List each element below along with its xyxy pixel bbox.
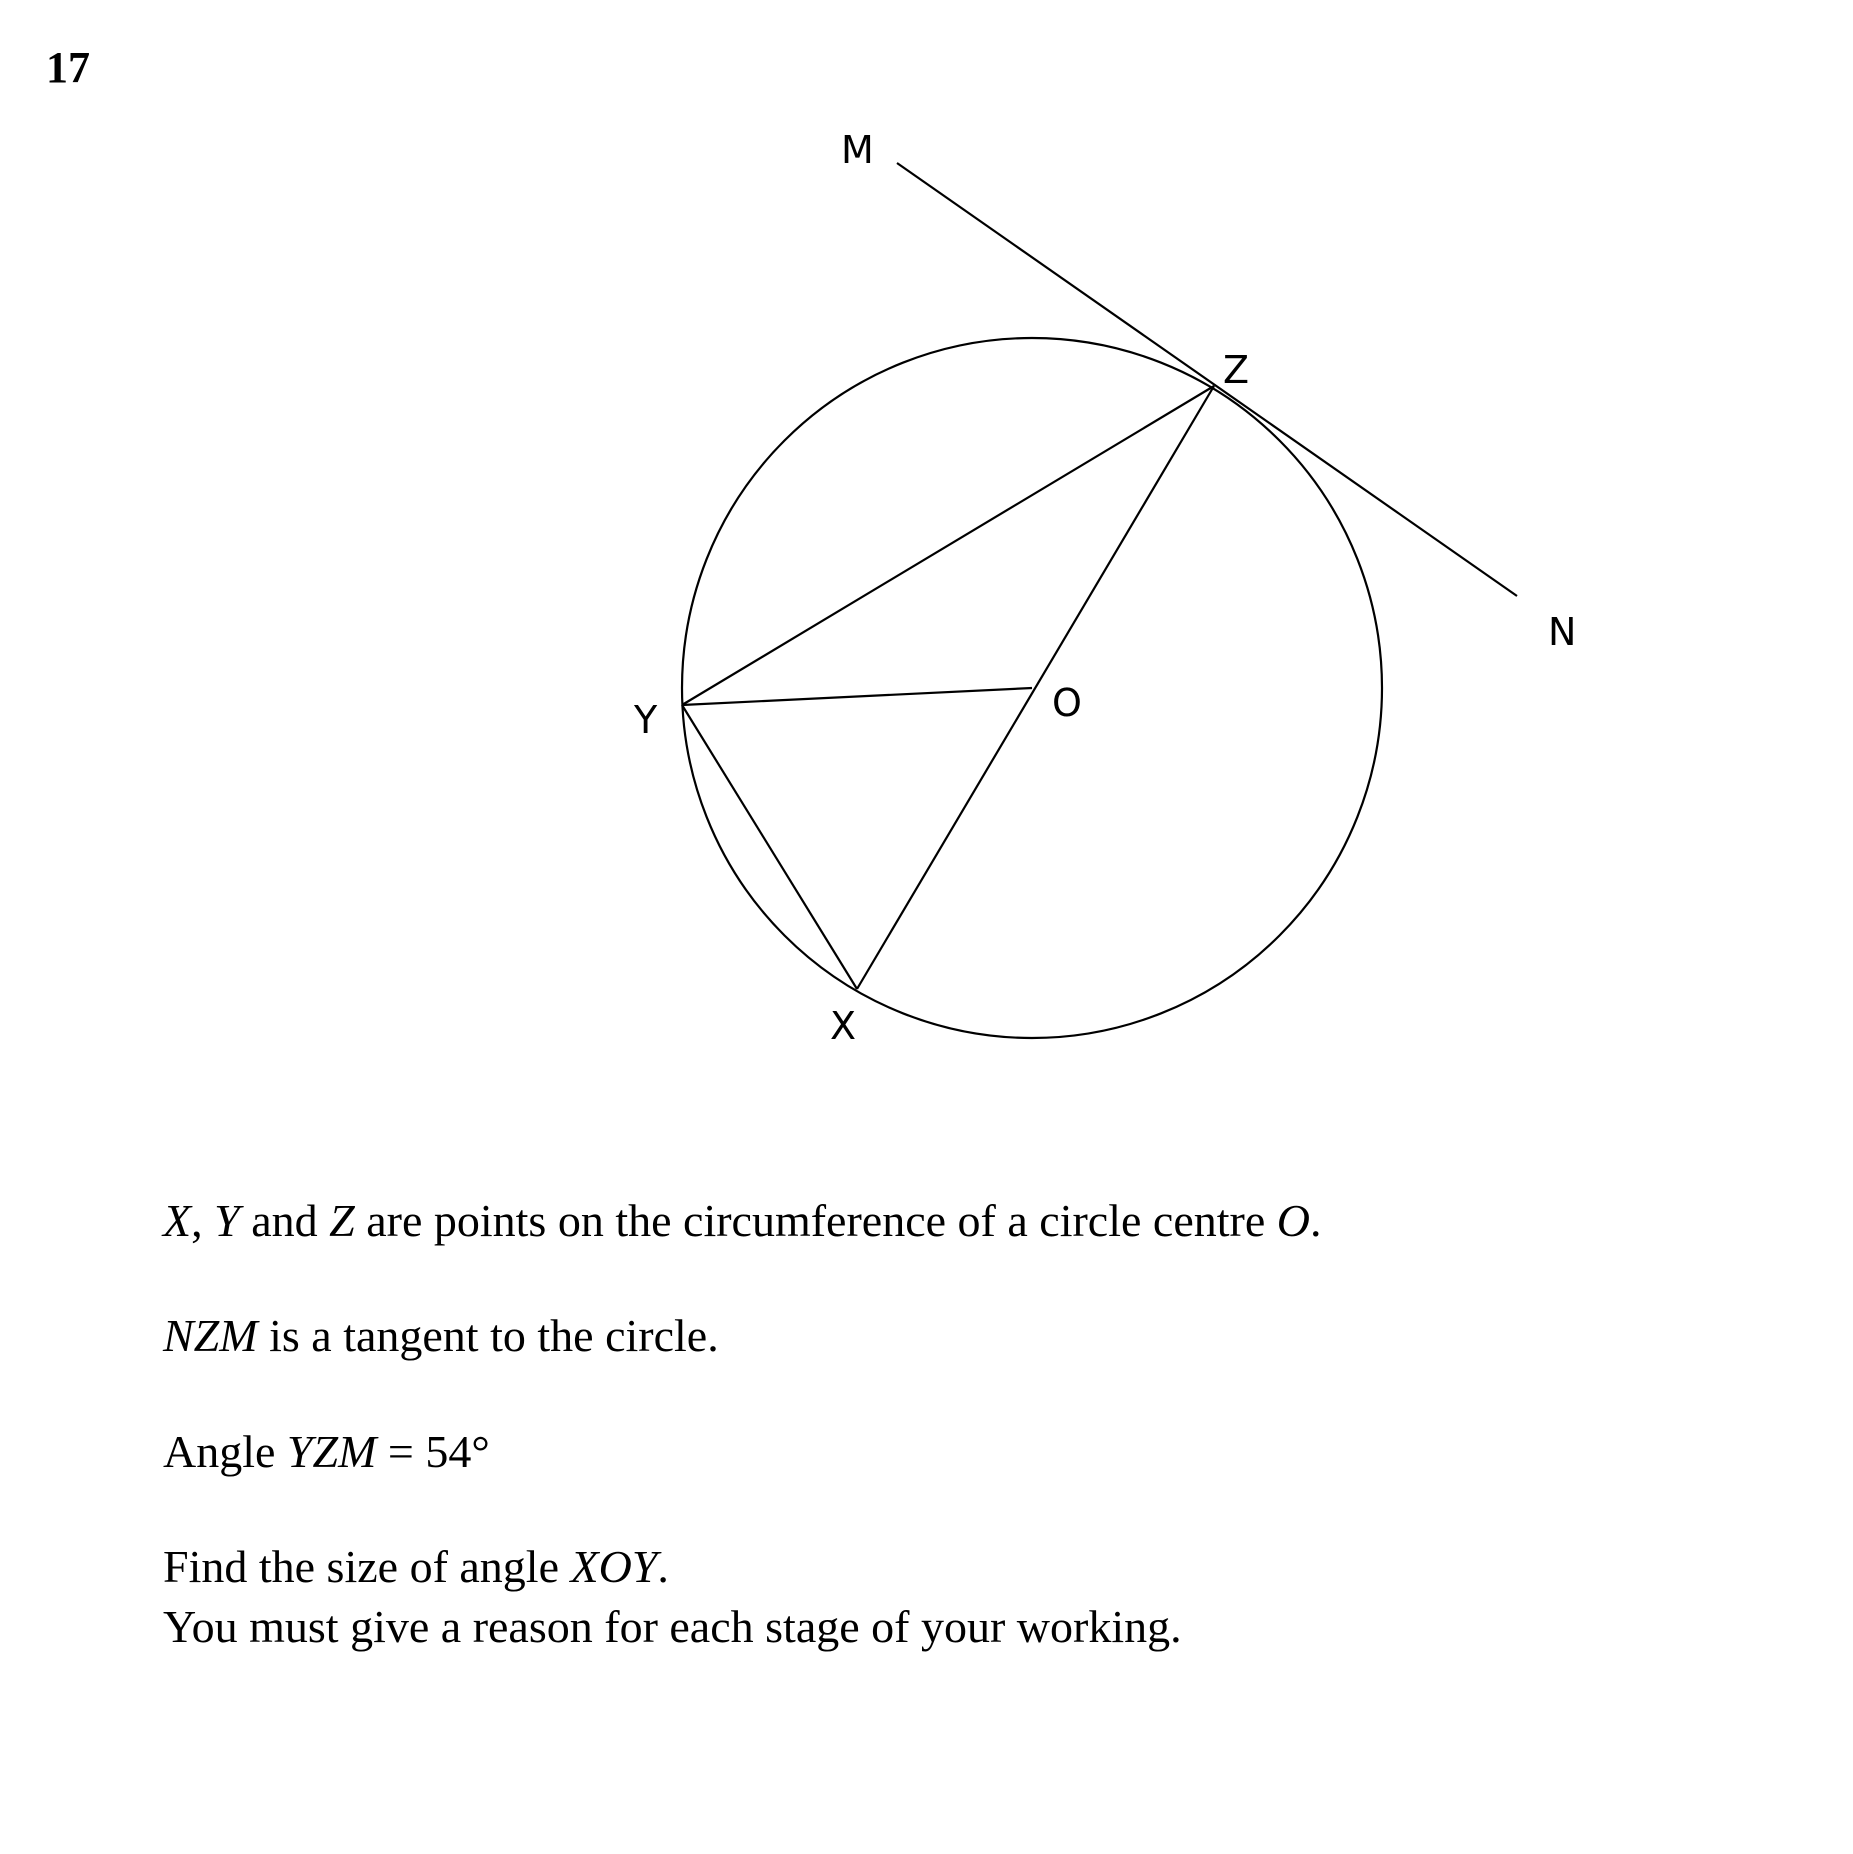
statement-points-on-circle <box>163 1195 1322 1246</box>
var-o: O <box>1276 1195 1310 1246</box>
var-y: Y <box>214 1195 240 1246</box>
text-fragment: Find the size of angle <box>163 1541 571 1592</box>
label-y: Y <box>634 698 658 742</box>
statement-tangent <box>163 1310 719 1361</box>
text-fragment: Angle <box>163 1426 287 1477</box>
radius-oy <box>682 688 1032 705</box>
var-xoy: XOY <box>570 1541 658 1592</box>
chord-yz <box>682 386 1214 705</box>
var-x: X <box>163 1195 192 1246</box>
question-instruction <box>163 1541 669 1592</box>
label-z: Z <box>1223 348 1250 392</box>
var-nzm: NZM <box>163 1310 258 1361</box>
label-o: O <box>1052 681 1082 725</box>
text-fragment: , <box>191 1195 215 1246</box>
var-z: Z <box>329 1195 355 1246</box>
label-x: X <box>830 1004 857 1048</box>
statement-angle-given <box>163 1426 490 1477</box>
var-yzm: YZM <box>286 1426 377 1477</box>
text-fragment: are points on the circumference of a circle centre <box>354 1195 1277 1246</box>
text-fragment: . <box>1310 1195 1322 1246</box>
text-fragment: = 54° <box>376 1426 490 1477</box>
question-number: 17 <box>46 43 90 92</box>
label-n: N <box>1548 610 1577 654</box>
label-m: M <box>841 128 874 172</box>
text-fragment: is a tangent to the circle. <box>257 1310 719 1361</box>
tangent-line-nzm <box>897 163 1517 596</box>
diameter-zx <box>857 386 1214 989</box>
text-fragment: and <box>239 1195 330 1246</box>
text-fragment: . <box>657 1541 669 1592</box>
reasoning-instruction: You must give a reason for each stage of your working. <box>163 1601 1182 1652</box>
chord-yx <box>682 705 857 989</box>
